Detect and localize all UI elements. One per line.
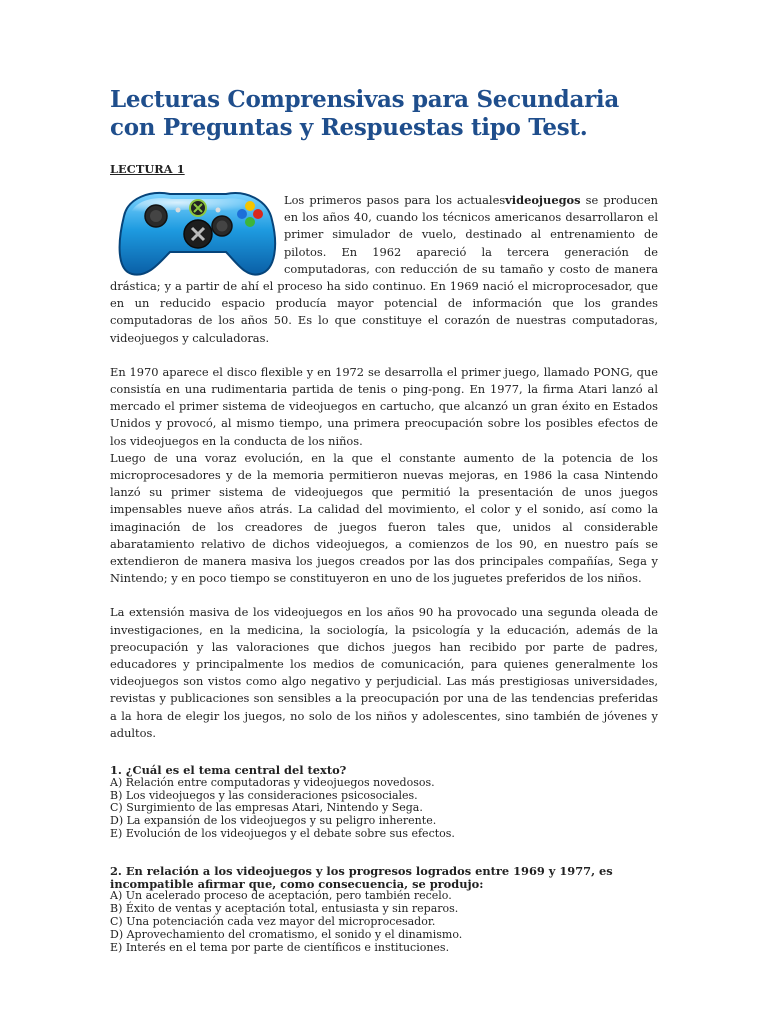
question-1-option-b: B) Los videojuegos y las consideraciones psicosociales. (110, 788, 418, 802)
question-1-option-e: E) Evolución de los videojuegos y el debate sobre sus efectos. (110, 827, 455, 841)
question-1-option-c: C) Surgimiento de las empresas Atari, Nintendo y Sega. (110, 801, 423, 815)
question-1-option-a: A) Relación entre computadoras y videojuegos novedosos. (110, 775, 435, 789)
question-1-title: 1. ¿Cuál es el tema central del texto? (110, 763, 347, 778)
paragraph-1-rest: se producen en los años 40, cuando los técnicos americanos desarrollaron el primer simulador de vuelo, destinado al entrenamiento de pilotos. En 1962 apareció la tercera generación de computadoras, con reducción de su tamaño y costo de manera drástica; y a partir de ahí el proceso ha sido continuo. En 1969 nació el microprocesador, que en un reducido espacio producía mayor potencial de información que los grandes computadoras de los años 50. Es lo que constituye el corazón de nuestras computadoras, videojuegos y calculadoras. (110, 193, 658, 345)
question-2 (110, 865, 658, 955)
intro-block (110, 178, 658, 347)
question-2-option-e: E) Interés en el tema por parte de científicos e instituciones. (110, 940, 450, 954)
question-2-option-d: D) Aprovechamiento del cromatismo, el sonido y el dinamismo. (110, 927, 463, 941)
paragraph-2: En 1970 aparece el disco flexible y en 1972 se desarrolla el primer juego, llamado PONG, que consistía en una rudimentaria partida de tenis o ping-pong. En 1977, la firma Atari lanzó al mercado el primer sistema de videojuegos en cartucho, que alcanzó un gran éxito en Estados Unidos y provocó, al mismo tiempo, una primera preocupación sobre los posibles efectos de los videojuegos en la conducta de los niños. (110, 364, 658, 448)
question-1-option-d: D) La expansión de los videojuegos y su peligro inherente. (110, 814, 437, 828)
question-2-option-a: A) Un acelerado proceso de aceptación, pero también recelo. (110, 889, 452, 903)
paragraph-3: Luego de una voraz evolución, en la que el constante aumento de la potencia de los microprocesadores y de la memoria permitieron nuevas mejoras, en 1986 la casa Nintendo lanzó su primer sistema de videojuegos que permitió la presentación de unos juegos impensables nueve años atrás. La calidad del movimiento, el color y el sonido, así como la imaginación de los creadores de juegos fueron tales que, unidos al considerable abaratamiento relativo de dichos videojuegos, a comienzos de los 90, en nuestro país se extendieron de manera masiva los juegos creados por las dos principales compañías, Sega y Nintendo; y en poco tiempo se constituyeron en uno de los juguetes preferidos de los niños. (110, 450, 658, 586)
question-2-title: 2. En relación a los videojuegos y los progresos logrados entre 1969 y 1977, es incompatible afirmar que, como consecuencia, se produjo: (110, 863, 613, 891)
xbox-controller-icon (110, 178, 284, 278)
question-2-option-b: B) Éxito de ventas y aceptación total, entusiasta y sin reparos. (110, 902, 459, 916)
section-label: LECTURA 1 (110, 162, 185, 176)
question-2-option-c: C) Una potenciación cada vez mayor del microprocesador. (110, 915, 436, 929)
page-title: Lecturas Comprensivas para Secundaria con Preguntas y Respuestas tipo Test. (110, 86, 619, 141)
paragraph-1-start: Los primeros pasos para los actuales (284, 193, 506, 207)
paragraph-1-bold: videojuegos (505, 193, 581, 207)
question-1 (110, 764, 658, 841)
paragraph-4: La extensión masiva de los videojuegos en los años 90 ha provocado una segunda oleada de investigaciones, en la medicina, la sociología, la psicología y la educación, además de la preocupación y las valoraciones que dichos juegos han recibido por parte de padres, educadores y principalmente los medios de comunicación, para quienes generalmente los videojuegos son vistos como algo negativo y perjudicial. Las más prestigiosas universidades, revistas y publicaciones son sensibles a la preocupación por una de las tendencias preferidas a la hora de elegir los juegos, no solo de los niños y adolescentes, sino también de jóvenes y adultos. (110, 605, 658, 740)
